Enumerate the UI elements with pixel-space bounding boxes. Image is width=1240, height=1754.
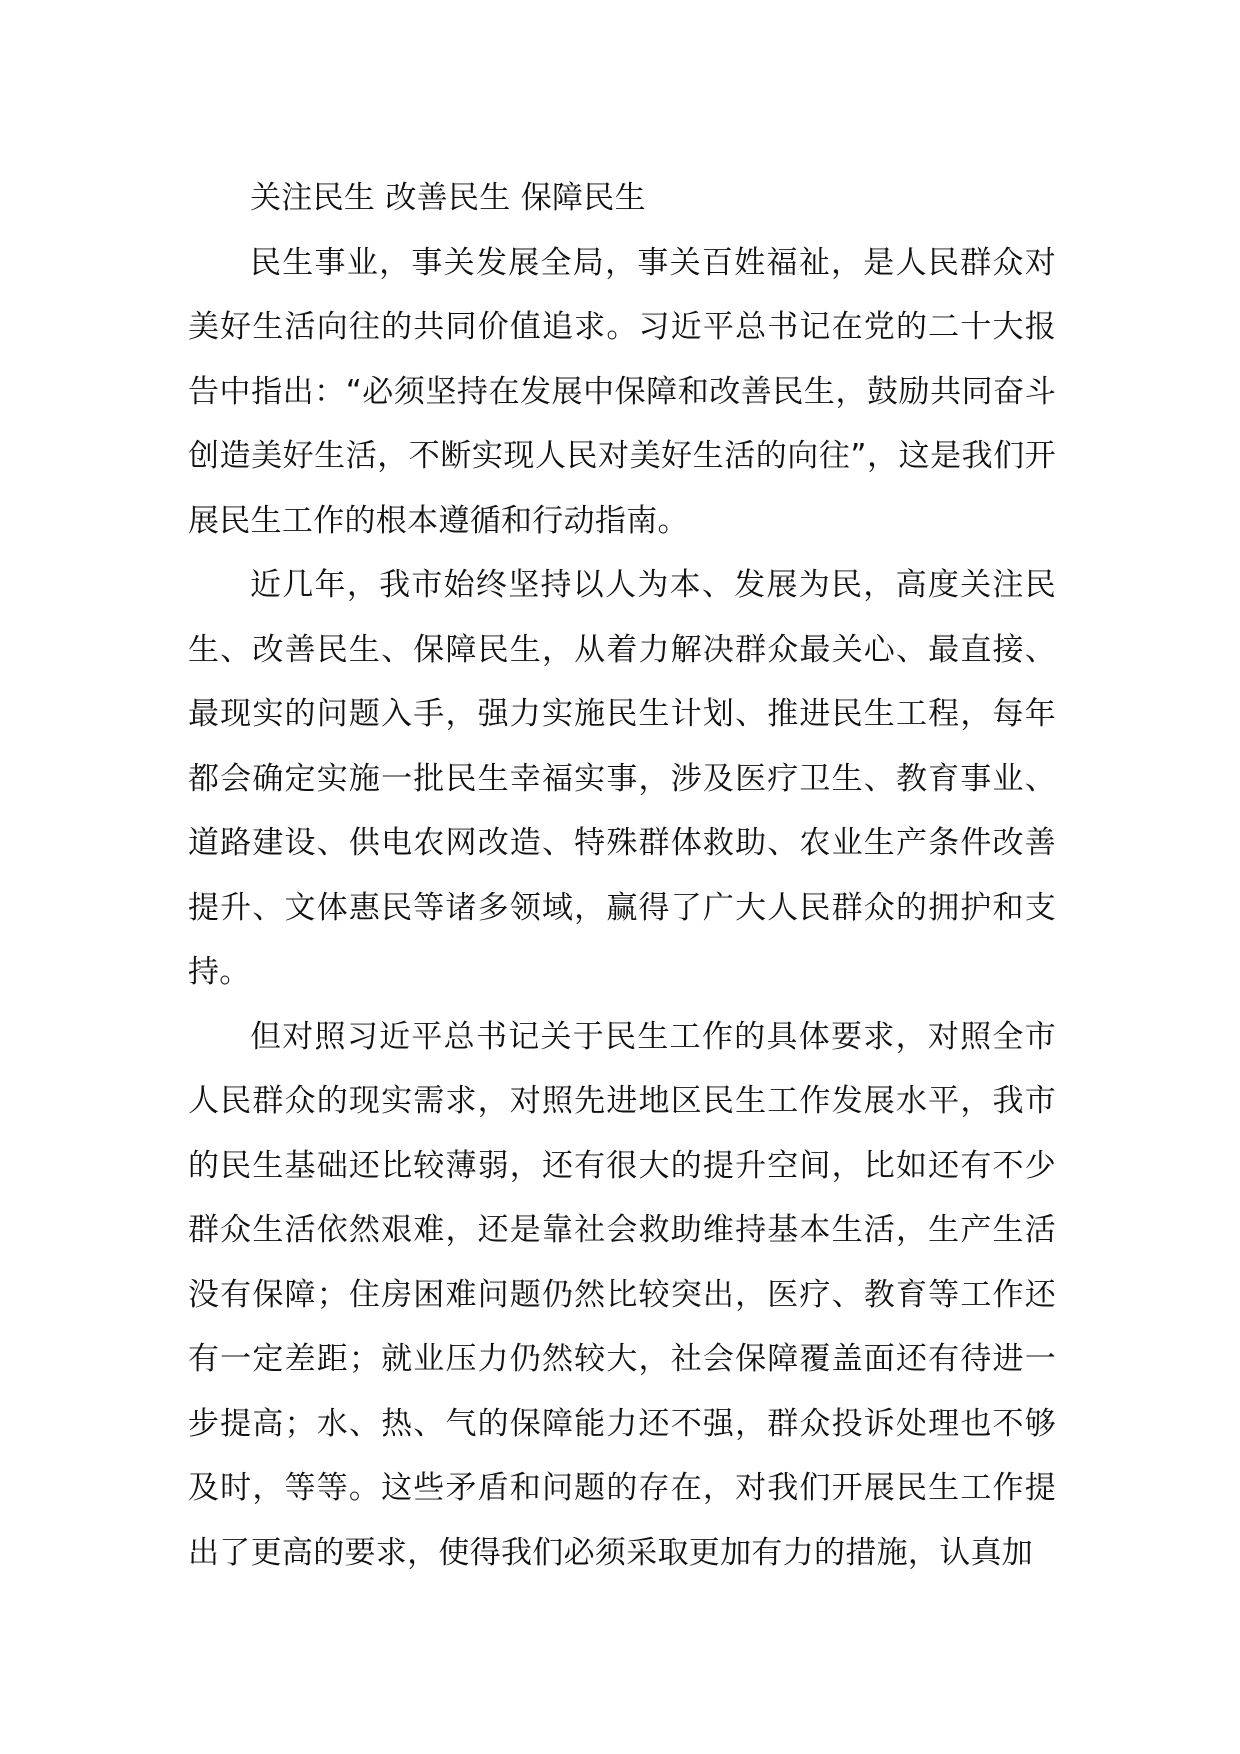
document-body — [188, 166, 1056, 1585]
paragraph-intro: 民生事业，事关发展全局，事关百姓福祉，是人民群众对美好生活向往的共同价值追求。习近平总书记在党的二十大报告中指出：“必须坚持在发展中保障和改善民生，鼓励共同奋斗创造美好生活，不断实现人民对美好生活的向往”，这是我们开展民生工作的根本遵循和行动指南。 — [188, 244, 1056, 539]
paragraph-achievements: 近几年，我市始终坚持以人为本、发展为民，高度关注民生、改善民生、保障民生，从着力解决群众最关心、最直接、最现实的问题入手，强力实施民生计划、推进民生工程，每年都会确定实施一批民生幸福实事，涉及医疗卫生、教育事业、道路建设、供电农网改造、特殊群体救助、农业生产条件改善提升、文体惠民等诸多领域，赢得了广大人民群众的拥护和支持。 — [188, 567, 1056, 990]
document-title: 关注民生 改善民生 保障民生 — [250, 180, 646, 216]
paragraph-shortcomings: 但对照习近平总书记关于民生工作的具体要求，对照全市人民群众的现实需求，对照先进地区民生工作发展水平，我市的民生基础还比较薄弱，还有很大的提升空间，比如还有不少群众生活依然艰难，还是靠社会救助维持基本生活，生产生活没有保障；住房困难问题仍然比较突出，医疗、教育等工作还有一定差距；就业压力仍然较大，社会保障覆盖面还有待进一步提高；水、热、气的保障能力还不强，群众投诉处理也不够及时，等等。这些矛盾和问题的存在，对我们开展民生工作提出了更高的要求，使得我们必须采取更加有力的措施，认真加 — [188, 1018, 1056, 1571]
